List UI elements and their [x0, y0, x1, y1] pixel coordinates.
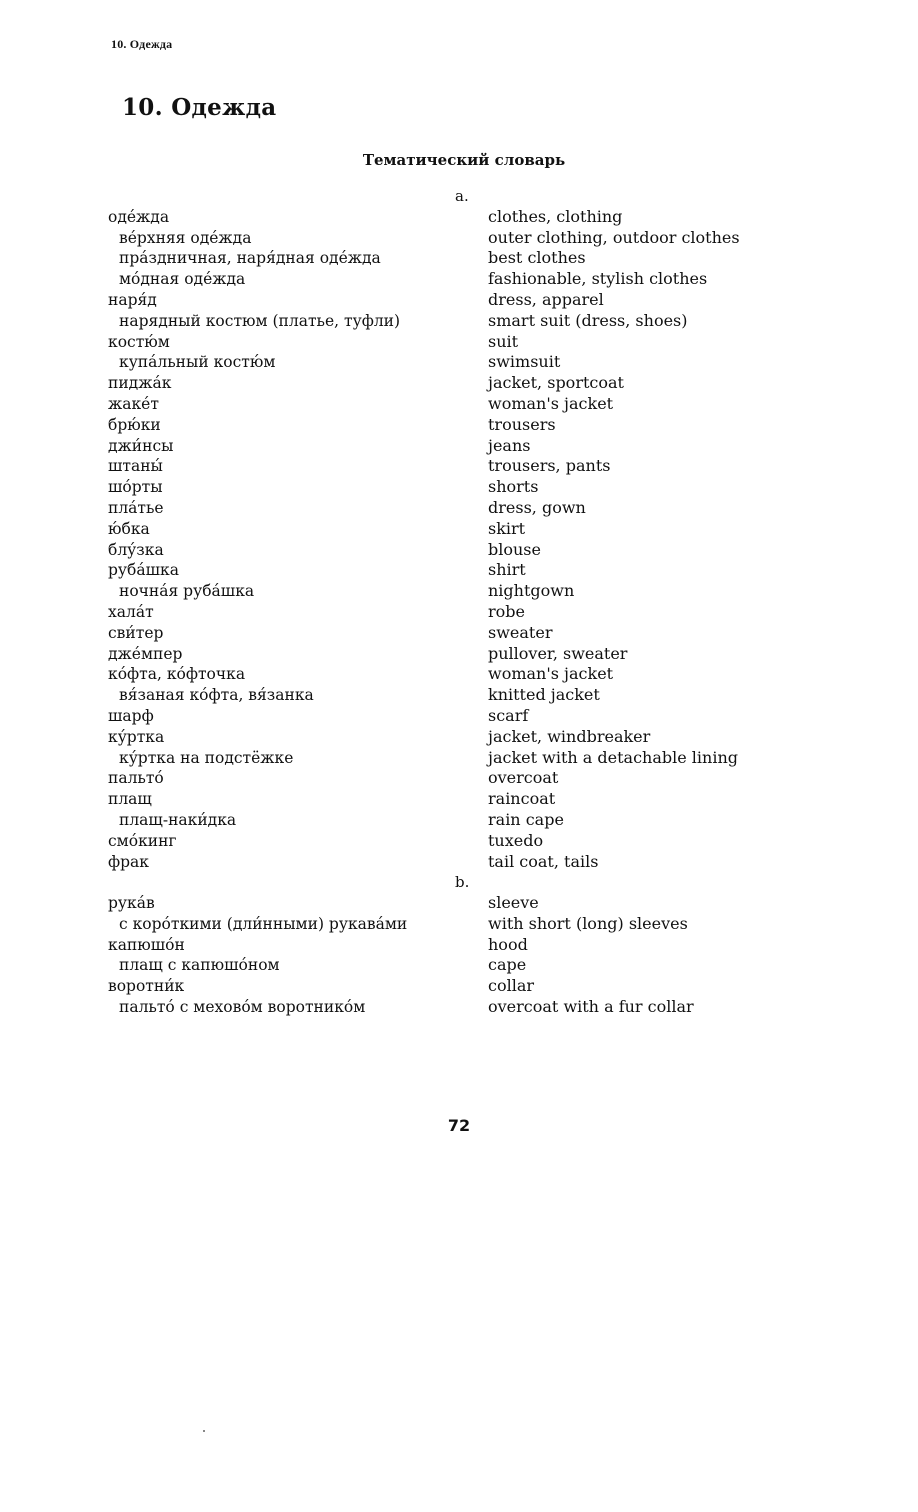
section-title: Тематический словарь	[362, 151, 566, 169]
russian-term: пла́тье	[108, 498, 164, 517]
russian-term: пиджа́к	[108, 374, 172, 393]
english-translation: swimsuit	[488, 352, 561, 372]
english-translation: scarf	[488, 705, 529, 725]
russian-term: костю́м	[108, 332, 170, 351]
russian-term: хала́т	[108, 602, 154, 621]
russian-subterm: нарядный костюм (платье, туфли)	[119, 311, 401, 330]
vocab-entry	[0, 456, 918, 477]
russian-term: наря́д	[108, 290, 157, 309]
english-translation: sleeve	[488, 893, 539, 913]
vocab-entry	[0, 623, 918, 644]
english-translation: jeans	[488, 435, 531, 455]
english-translation: blouse	[488, 539, 541, 559]
vocab-entry	[0, 768, 918, 789]
print-speck	[203, 1430, 205, 1432]
vocab-entry	[0, 976, 918, 997]
russian-term: ку́ртка	[108, 727, 165, 746]
vocab-entry	[0, 560, 918, 581]
vocab-entry	[0, 248, 918, 269]
vocab-entry	[0, 685, 918, 706]
english-translation: clothes, clothing	[488, 206, 623, 226]
russian-term: блу́зка	[108, 540, 164, 559]
english-translation: robe	[488, 601, 525, 621]
english-translation: rain cape	[488, 809, 564, 829]
vocab-entry	[0, 706, 918, 727]
russian-term: джи́нсы	[108, 436, 174, 455]
vocab-entry	[0, 997, 918, 1018]
english-translation: woman's jacket	[488, 664, 614, 684]
english-translation: dress, apparel	[488, 289, 604, 309]
vocab-entry	[0, 810, 918, 831]
english-translation: cape	[488, 955, 527, 975]
vocab-entry	[0, 955, 918, 976]
english-translation: collar	[488, 976, 535, 996]
english-translation: knitted jacket	[488, 685, 600, 705]
english-translation: skirt	[488, 518, 526, 538]
russian-subterm: вя́заная ко́фта, вя́занка	[119, 686, 314, 705]
english-translation: trousers	[488, 414, 556, 434]
english-translation: overcoat with a fur collar	[488, 997, 694, 1017]
russian-term: сви́тер	[108, 623, 164, 642]
vocab-entry	[0, 602, 918, 623]
vocab-entry	[0, 207, 918, 228]
russian-subterm: ве́рхняя оде́жда	[119, 228, 252, 247]
vocab-entry	[0, 228, 918, 249]
english-translation: sweater	[488, 622, 553, 642]
russian-term: брю́ки	[108, 415, 161, 434]
russian-term: пальто́	[108, 769, 164, 788]
english-translation: trousers, pants	[488, 456, 611, 476]
russian-subterm: пальто́ с мехово́м воротнико́м	[119, 998, 366, 1017]
vocab-entry	[0, 789, 918, 810]
russian-term: штаны́	[108, 457, 163, 476]
english-translation: tail coat, tails	[488, 851, 599, 871]
russian-term: воротни́к	[108, 977, 185, 996]
russian-term: шарф	[108, 706, 154, 725]
russian-term: жаке́т	[108, 394, 159, 413]
vocab-entry	[0, 311, 918, 332]
english-translation: hood	[488, 934, 528, 954]
running-header: 10. Одежда	[111, 37, 173, 51]
vocab-entry	[0, 748, 918, 769]
vocab-entry	[0, 394, 918, 415]
english-translation: jacket, windbreaker	[488, 726, 651, 746]
english-translation: nightgown	[488, 581, 575, 601]
russian-term: ко́фта, ко́фточка	[108, 665, 246, 684]
section-marker-row	[0, 872, 918, 893]
english-translation: shorts	[488, 477, 539, 497]
vocab-entry	[0, 519, 918, 540]
english-translation: shirt	[488, 560, 526, 580]
russian-subterm: плащ с капюшо́ном	[119, 956, 280, 975]
vocab-entry	[0, 373, 918, 394]
vocab-entry	[0, 415, 918, 436]
section-marker: a.	[455, 187, 469, 205]
vocab-entry	[0, 332, 918, 353]
russian-subterm: купа́льный костю́м	[119, 353, 276, 372]
russian-term: плащ	[108, 790, 152, 809]
english-translation: smart suit (dress, shoes)	[488, 310, 688, 330]
english-translation: suit	[488, 331, 519, 351]
english-translation: with short (long) sleeves	[488, 913, 688, 933]
russian-term: капюшо́н	[108, 935, 185, 954]
russian-subterm: мо́дная оде́жда	[119, 270, 246, 289]
russian-term: оде́жда	[108, 207, 170, 226]
vocab-entry	[0, 498, 918, 519]
section-marker: b.	[455, 873, 470, 892]
vocab-entry	[0, 644, 918, 665]
english-translation: tuxedo	[488, 830, 544, 850]
vocab-entry	[0, 914, 918, 935]
russian-subterm: пра́здничная, наря́дная оде́жда	[119, 249, 381, 268]
russian-subterm: плащ-наки́дка	[119, 810, 237, 829]
english-translation: raincoat	[488, 789, 556, 809]
russian-subterm: ку́ртка на подстёжке	[119, 748, 294, 767]
page-number: 72	[447, 1116, 471, 1135]
vocab-entry	[0, 352, 918, 373]
vocab-entry	[0, 290, 918, 311]
chapter-title: 10. Одежда	[122, 94, 277, 121]
english-translation: jacket, sportcoat	[488, 373, 624, 393]
vocab-entry	[0, 831, 918, 852]
vocabulary-list	[0, 186, 918, 1018]
vocab-entry	[0, 852, 918, 873]
vocab-entry	[0, 727, 918, 748]
vocab-entry	[0, 664, 918, 685]
section-marker-row	[0, 186, 918, 207]
english-translation: overcoat	[488, 768, 559, 788]
english-translation: pullover, sweater	[488, 643, 628, 663]
russian-term: смо́кинг	[108, 831, 177, 850]
english-translation: fashionable, stylish clothes	[488, 269, 708, 289]
russian-term: шо́рты	[108, 478, 163, 497]
russian-subterm: ночна́я руба́шка	[119, 582, 255, 601]
russian-term: дже́мпер	[108, 644, 183, 663]
vocab-entry	[0, 436, 918, 457]
vocab-entry	[0, 540, 918, 561]
vocab-entry	[0, 269, 918, 290]
vocab-entry	[0, 477, 918, 498]
english-translation: dress, gown	[488, 497, 586, 517]
russian-term: рука́в	[108, 894, 155, 913]
russian-term: ю́бка	[108, 519, 150, 538]
english-translation: woman's jacket	[488, 393, 614, 413]
english-translation: outer clothing, outdoor clothes	[488, 227, 740, 247]
russian-subterm: с коро́ткими (дли́нными) рукава́ми	[119, 914, 408, 933]
english-translation: best clothes	[488, 248, 586, 268]
vocab-entry	[0, 893, 918, 914]
vocab-entry	[0, 581, 918, 602]
russian-term: руба́шка	[108, 561, 179, 580]
english-translation: jacket with a detachable lining	[488, 747, 738, 767]
russian-term: фрак	[108, 852, 149, 871]
vocab-entry	[0, 935, 918, 956]
